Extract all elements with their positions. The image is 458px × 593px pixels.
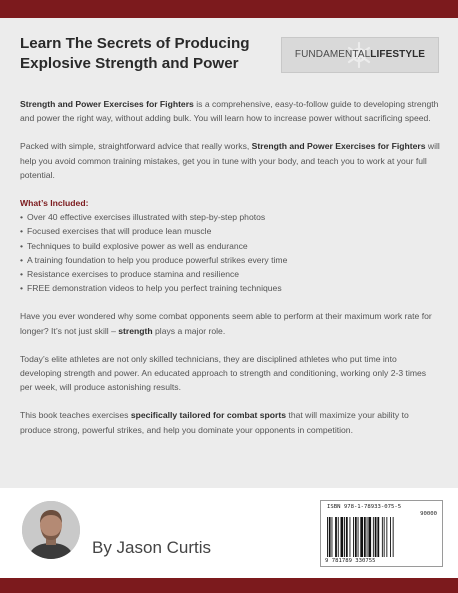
included-list [20,210,440,295]
list-item: • A training foundation to help you produce powerful strikes every time [20,253,440,267]
question-emphasis: strength [118,325,153,336]
question-text-start: Have you ever wondered why some combat opponents seem able to perform at their maximum work rate for longer? It’s not just skill – [20,311,432,336]
barcode-bars [327,517,437,557]
packed-paragraph [20,139,440,182]
intro-paragraph [20,97,440,125]
price-code: 90000 [420,511,437,517]
packed-text-end: will help you avoid common training mistakes, get you in tune with your body, and teach you to work at your full potential. [20,141,440,180]
title-line-2: Explosive Strength and Power [20,55,239,72]
athletes-paragraph: Today’s elite athletes are not only skilled technicians, they are disciplined athletes who put time into developing strength and power. An educated approach to strength and conditioning, working only 2-3 times per week, will produce astonishing results. [20,353,427,393]
list-item: • Resistance exercises to produce stamina and resilience [20,267,440,281]
top-color-band [0,0,458,18]
list-item: • Over 40 effective exercises illustrated with step-by-step photos [20,210,440,224]
isbn-barcode [320,500,443,567]
list-item: • Techniques to build explosive power as well as endurance [20,239,440,253]
combat-emphasis: specifically tailored for combat sports [130,410,287,421]
intro-book-title: Strength and Power Exercises for Fighters [20,99,194,109]
page-title [20,34,270,74]
combat-text-start: This book teaches exercises [20,410,131,421]
combat-paragraph [20,408,440,436]
barcode-digits: 9 781789 330755 [325,558,376,564]
bottom-color-band [0,578,458,593]
brand-logo [281,37,439,73]
packed-text-start: Packed with simple, straightforward advice that really works, [20,141,252,152]
list-item: • FREE demonstration videos to help you perfect training techniques [20,281,440,295]
list-item: • Focused exercises that will produce lean muscle [20,224,440,238]
combat-text-end: that will maximize your ability to produce strong, powerful strikes, and help you dominate your opponents in competition. [20,410,409,435]
title-line-1: Learn The Secrets of Producing [20,35,250,52]
author-portrait-icon [22,501,80,559]
intro-text: is a comprehensive, easy-to-follow guide to developing strength and power the right way, without adding bulk. You will learn how to increase power without sacrificing speed. [20,99,439,124]
question-paragraph [20,309,440,337]
brand-name-part2: LIFESTYLE [370,49,426,60]
question-text-end: plays a major role. [152,325,226,336]
isbn-text: ISBN 978-1-78933-075-5 [327,504,402,510]
included-heading: What’s Included: [20,198,89,209]
author-avatar [22,501,80,559]
brand-name-part1: FUNDAMENTAL [294,49,371,60]
author-name: By Jason Curtis [92,538,212,557]
description-body [20,97,440,437]
brand-name [282,38,438,72]
packed-book-title: Strength and Power Exercises for Fighters [251,141,426,152]
